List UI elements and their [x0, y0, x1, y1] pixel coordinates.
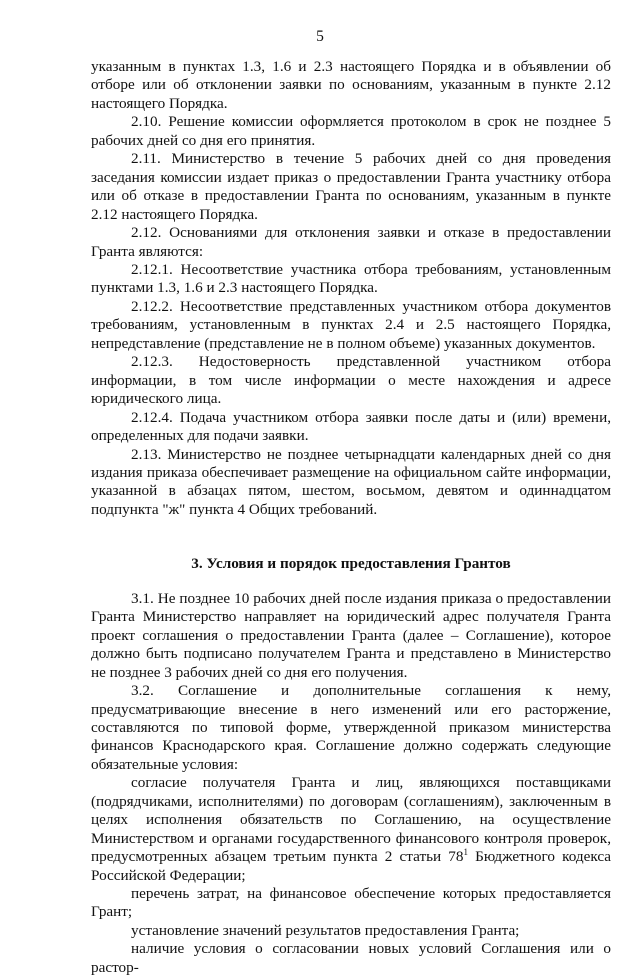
paragraph-2-12-4: 2.12.4. Подача участником отбора заявки после даты и (или) времени, определенных для подачи заявки. — [91, 408, 611, 445]
condition-new-terms: наличие условия о согласовании новых условий Соглашения или о растор- — [91, 940, 611, 976]
page-number: 5 — [316, 28, 324, 45]
document-body — [91, 58, 611, 977]
paragraph-2-10: 2.10. Решение комиссии оформляется протоколом в срок не позднее 5 рабочих дней со дня его принятия. — [91, 113, 611, 149]
paragraph-2-12-2: 2.12.2. Несоответствие представленных участником отбора документов требованиям, установленным в пунктах 2.4 и 2.5 настоящего Порядка, непредставление (представление не в полном объеме) указанных документов. — [91, 297, 611, 352]
condition-audit-consent — [91, 774, 611, 885]
condition-cost-list: перечень затрат, на финансовое обеспечение которых предоставляется Грант; — [91, 885, 611, 921]
condition-result-values: установление значений результатов предоставления Гранта; — [131, 921, 520, 939]
paragraph-continuation: указанным в пунктах 1.3, 1.6 и 2.3 настоящего Порядка и в объявлении об отборе или об отклонении заявки по основаниям, указанным в пункте 2.12 настоящего Порядка. — [91, 58, 611, 112]
footnote-superscript: 1 — [463, 847, 468, 858]
condition-audit-text-end: Бюджетного кодекса Российской Федерации; — [91, 848, 611, 884]
paragraph-2-11: 2.11. Министерство в течение 5 рабочих дней со дня проведения заседания комиссии издает приказ о предоставлении Гранта участнику отбора или об отказе в предоставлении Гранта по основаниям, указанным в пункте 2.12 настоящего Порядка. — [91, 150, 611, 223]
paragraph-2-12-3: 2.12.3. Недостоверность представленной участником отбора информации, в том числе информации о месте нахождения и адресе юридического лица. — [91, 353, 611, 408]
paragraph-3-2: 3.2. Соглашение и дополнительные соглашения к нему, предусматривающие внесение в него изменений или его расторжение, составляются по типовой форме, утвержденной приказом министерства финансов Краснодарского края. Соглашение должно содержать следующие обязательные условия: — [91, 682, 611, 773]
paragraph-2-12-1: 2.12.1. Несоответствие участника отбора требованиям, установленным пунктами 1.3, 1.6 и 2.3 настоящего Порядка. — [91, 260, 611, 297]
paragraph-3-1: 3.1. Не позднее 10 рабочих дней после издания приказа о предоставлении Гранта Министерство направляет на юридический адрес получателя Гранта проект соглашения о предоставлении Гранта (далее – Соглашение), которое должно быть подписано получателем Гранта и представлено в Министерство не позднее 3 рабочих дней со дня его получения. — [91, 589, 611, 681]
section-title: 3. Условия и порядок предоставления Грантов — [191, 555, 511, 573]
paragraph-2-13: 2.13. Министерство не позднее четырнадцати календарных дней со дня издания приказа обеспечивает размещение на официальном сайте информации, указанной в абзацах пятом, шестом, восьмом, девятом и одиннадцатом подпункта "ж" пункта 4 Общих требований. — [91, 445, 611, 518]
condition-audit-text: согласие получателя Гранта и лиц, являющихся поставщиками (подрядчиками, исполнителями) по договорам (соглашениям), заключенным в целях исполнения обязательств по Соглашению, на осуществление Министерством и органами государственного финансового контроля проверок, предусмотренных абзацем третьим пункта 2 статьи 78 — [91, 774, 611, 866]
paragraph-2-12: 2.12. Основаниями для отклонения заявки и отказе в предоставлении Гранта являются: — [91, 224, 611, 260]
